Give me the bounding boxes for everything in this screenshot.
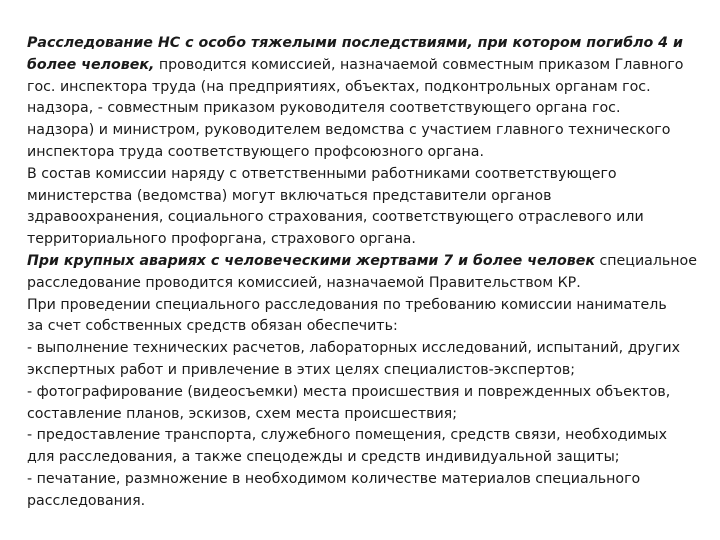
text-line: [27, 186, 699, 208]
body-text: В состав комиссии наряду с ответственными работниками соответствующего: [27, 165, 617, 182]
text-line: [27, 447, 699, 469]
text-line: [27, 207, 699, 229]
text-line: [27, 404, 699, 426]
body-text: инспектора труда соответствующего профсоюзного органа.: [27, 143, 484, 160]
text-line: [27, 382, 699, 404]
body-text: специальное: [594, 252, 697, 269]
text-line: [27, 33, 699, 55]
emphasized-text: Расследование НС с особо тяжелыми последствиями, при котором погибло 4 и: [27, 35, 683, 51]
body-text: здравоохранения, социального страхования, соответствующего отраслевого или: [27, 209, 644, 226]
text-line: [27, 273, 699, 295]
body-text: гос. инспектора труда (на предприятиях, объектах, подконтрольных органам гос.: [27, 78, 651, 95]
body-text: При проведении специального расследования по требованию комиссии наниматель: [27, 296, 667, 313]
body-text: - предоставление транспорта, служебного помещения, средств связи, необходимых: [27, 427, 668, 444]
body-text: - печатание, размножение в необходимом количестве материалов специального: [27, 470, 641, 487]
body-text: - фотографирование (видеосъемки) места происшествия и поврежденных объектов,: [27, 383, 671, 400]
text-line: [27, 229, 699, 251]
text-line: [27, 55, 699, 77]
body-text: расследования.: [27, 492, 146, 509]
text-line: [27, 98, 699, 120]
emphasized-text: При крупных авариях с человеческими жертвами 7 и более человек: [27, 252, 595, 269]
body-text: министерства (ведомства) могут включаться представители органов: [27, 187, 552, 204]
body-text: расследование проводится комиссией, назначаемой Правительством КР.: [27, 274, 581, 291]
body-text: экспертных работ и привлечение в этих целях специалистов-экспертов;: [27, 361, 576, 378]
body-text: территориального профоргана, страхового органа.: [27, 231, 416, 248]
text-line: [27, 316, 699, 338]
text-line: [27, 469, 699, 491]
body-text: надзора, - совместным приказом руководителя соответствующего органа гос.: [27, 100, 621, 117]
text-line: [27, 338, 699, 360]
text-line: [27, 142, 699, 164]
body-text: - выполнение технических расчетов, лабораторных исследований, испытаний, других: [27, 340, 680, 357]
body-text: за счет собственных средств обязан обеспечить:: [27, 318, 398, 335]
text-line: [27, 251, 699, 273]
text-line: [27, 295, 699, 317]
text-line: [27, 77, 699, 99]
body-text: надзора) и министром, руководителем ведомства с участием главного технического: [27, 122, 671, 139]
text-line: [27, 360, 699, 382]
text-line: [27, 164, 699, 186]
document-text: [27, 33, 699, 513]
body-text: составление планов, эскизов, схем места происшествия;: [27, 405, 457, 422]
body-text: для расследования, а также спецодежды и средств индивидуальной защиты;: [27, 449, 620, 466]
emphasized-text: более человек,: [27, 56, 155, 73]
text-line: [27, 120, 699, 142]
text-line: [27, 425, 699, 447]
body-text: проводится комиссией, назначаемой совместным приказом Главного: [154, 56, 684, 73]
text-line: [27, 491, 699, 513]
